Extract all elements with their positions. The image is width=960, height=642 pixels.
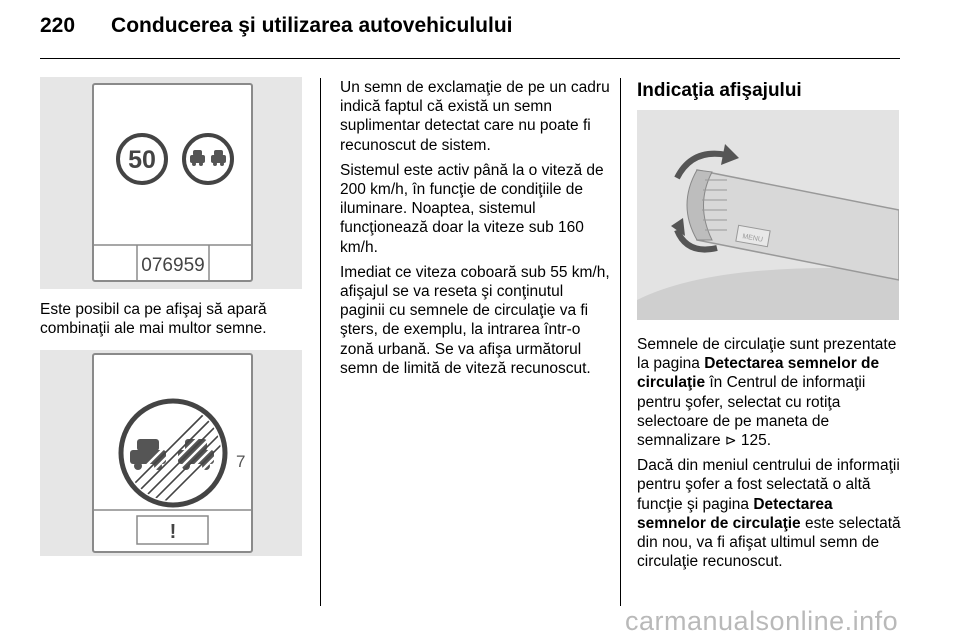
left-caption-text: Este posibil ca pe afişaj să apară combinaţii ale mai multor semne.	[40, 301, 267, 338]
right-paragraph-1	[637, 335, 902, 450]
header-rule	[40, 58, 900, 59]
end-no-overtaking-illustration	[40, 350, 302, 556]
right-p2-text-a: Dacă din meniul centrului de informaţii pentru şofer a fost selectată o altă funcţie şi pagina	[637, 457, 900, 513]
right-p1-bold: Detectarea semnelor de circulaţie	[637, 355, 880, 392]
section-heading: Indicaţia afişajului	[637, 80, 802, 101]
page-number: 220	[40, 14, 76, 37]
right-p1-text-c: în Centrul de informaţii pentru şofer, selectat cu rotiţa selectoare de pe maneta de semnalizare	[637, 374, 866, 450]
right-p2-text-c: este selectată din nou, va fi afişat ultimul semn de circulaţie recunoscut.	[637, 514, 901, 571]
figure-end-no-overtaking-display	[40, 350, 302, 556]
turn-signal-lever-illustration	[637, 110, 899, 320]
watermark: carmanualsonline.info	[625, 606, 899, 636]
page-title: Conducerea şi utilizarea autovehiculului	[111, 14, 513, 37]
column-divider-1	[320, 78, 321, 606]
right-p2-bold: Detectarea semnelor de circulaţie	[637, 495, 833, 532]
no-overtaking-sign-icon	[184, 135, 232, 183]
middle-paragraph-1: Un semn de exclamaţie de pe un cadru indică faptul că există un semn suplimentar detectat care nu poate fi recunoscut de sistem.	[340, 79, 610, 154]
page-header	[40, 14, 512, 48]
display-frame-illustration	[40, 77, 302, 289]
left-caption	[40, 300, 310, 344]
right-column-text	[637, 335, 902, 577]
figure-turn-signal-lever	[637, 110, 899, 320]
middle-column	[340, 78, 610, 384]
exclamation-mark: !	[169, 521, 177, 543]
menu-button-label: MENU	[741, 233, 764, 244]
figure-speed-limit-display	[40, 77, 302, 289]
middle-paragraph-3: Imediat ce viteza coboară sub 55 km/h, afişajul se va reseta şi conţinutul paginii cu semnele de circulaţie va fi şters, de exemplu, la intrarea într-o zonă urbană. Se va afişa următorul semn de limită de viteză recunoscut.	[340, 263, 610, 377]
middle-paragraph-2: Sistemul este activ până la o viteză de 200 km/h, în funcţie de condiţiile de iluminare. Noaptea, sistemul funcţionează doar la viteze sub 160 km/h.	[340, 161, 604, 256]
right-p1-text-a: Semnele de circulaţie sunt prezentate la pagina	[637, 336, 897, 373]
speed-limit-value: 50	[128, 146, 156, 174]
right-paragraph-2	[637, 456, 902, 571]
right-p1-page-ref: 125.	[736, 432, 772, 450]
plate-code: 076959	[141, 255, 205, 276]
cross-reference-icon: ⊳	[724, 432, 737, 449]
side-code: 7	[236, 452, 246, 471]
column-divider-2	[620, 78, 621, 606]
